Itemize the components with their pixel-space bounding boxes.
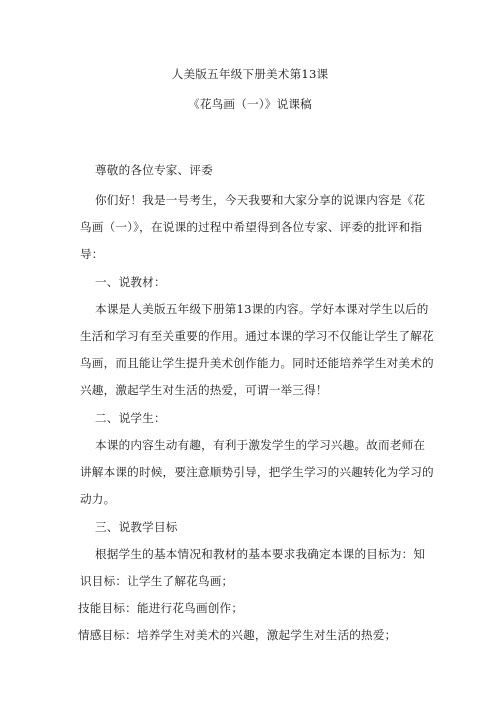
paragraph-line: 根据学生的基本情况和教材的基本要求我确定本课的目标为：知 — [95, 547, 426, 561]
intro-line: 导： — [80, 247, 104, 261]
greeting: 尊敬的各位专家、评委 — [95, 163, 213, 177]
paragraph-line: 兴趣，激起学生对生活的热爱，可谓一举三得！ — [80, 383, 328, 397]
paragraph-line: 识目标：让学生了解花鸟画； — [80, 574, 234, 588]
paragraph-line: 讲解本课的时候，要注意顺势引导，把学生学习的兴趣转化为学习的 — [80, 465, 434, 479]
paragraph-line: 动力。 — [80, 492, 116, 506]
intro-line: 你们好！我是一号考生，今天我要和大家分享的说课内容是《花 — [95, 193, 426, 207]
section-heading-objectives: 三、说教学目标 — [95, 520, 178, 534]
paragraph-line: 生活和学习有至关重要的作用。通过本课的学习不仅能让学生了解花 — [80, 329, 434, 343]
section-heading-students: 二、说学生： — [95, 411, 166, 425]
intro-line: 鸟画（一）》，在说课的过程中希望得到各位专家、评委的批评和指 — [80, 220, 423, 234]
paragraph-line: 技能目标：能进行花鸟画创作； — [78, 601, 244, 615]
paragraph-line: 鸟画，而且能让学生提升美术创作能力。同时还能培养学生对美术的 — [80, 356, 434, 370]
paragraph-line: 本课是人美版五年级下册第13课的内容。学好本课对学生以后的 — [95, 302, 429, 316]
document-title: 人美版五年级下册美术第13课 — [171, 67, 329, 81]
document-subtitle: 《花鸟画（一）》说课稿 — [188, 97, 312, 111]
section-heading-textbook: 一、说教材： — [95, 275, 166, 289]
paragraph-line: 情感目标：培养学生对美术的兴趣，激起学生对生活的热爱； — [78, 628, 397, 642]
paragraph-line: 本课的内容生动有趣，有利于激发学生的学习兴趣。故而老师在 — [95, 438, 426, 452]
